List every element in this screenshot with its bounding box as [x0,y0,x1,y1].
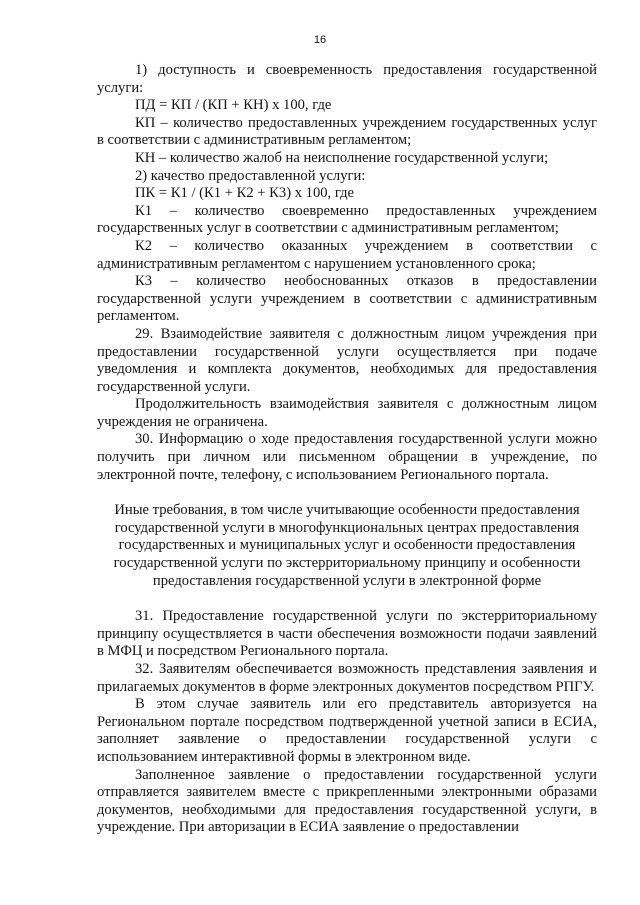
document-body [97,62,597,837]
paragraph-submission: Заполненное заявление о предоставлении государственной услуги отправляется заявителем вместе с прикрепленными электронными образами документов, необходимыми для предоставления государственной услуги, в учреждение. При авторизации в ЕСИА заявление о предоставлении [97,766,597,836]
paragraph-31: 31. Предоставление государственной услуги по экстерриториальному принципу осуществляется в части обеспечения возможности подачи заявлений в МФЦ и посредством Регионального портала. [97,608,597,660]
paragraph-k1: К1 – количество своевременно предоставленных учреждением государственных услуг в соответствии с административным регламентом; [97,202,597,237]
paragraph-30: 30. Информацию о ходе предоставления государственной услуги можно получить при личном или письменном обращении в учреждение, по электронной почте, телефону, с использованием Регионального портала. [97,431,597,483]
section-heading: Иные требования, в том числе учитывающие особенности предоставления государственной услуги в многофункциональных центрах предоставления государственных и муниципальных услуг и особенности предоставления государственной услуги по экстерриториальному принципу и особенности предоставления государственной услуги в электронной форме [113,502,581,589]
section-heading-block [97,502,597,590]
paragraph-quality: 2) качество предоставленной услуги: [135,167,366,184]
paragraph-k3: К3 – количество необоснованных отказов в предоставлении государственной услуги учреждением в соответствии с административным регламентом. [97,273,597,325]
paragraph-duration: Продолжительность взаимодействия заявителя с должностным лицом учреждения не ограничена. [97,396,597,430]
formula-pk: ПК = К1 / (К1 + К2 + К3) х 100, где [135,185,354,202]
paragraph-esia: В этом случае заявитель или его представитель авторизуется на Региональном портале посредством подтвержденной учетной записи в ЕСИА, заполняет заявление о предоставлении государственной услуги с использованием интерактивной формы в электронном виде. [97,696,597,765]
paragraph-29: 29. Взаимодействие заявителя с должностным лицом учреждения при предоставлении государственной услуги осуществляется при подаче уведомления и комплекта документов, необходимых для предоставления государственной услуги. [97,325,597,395]
page-number: 16 [313,34,327,46]
paragraph-k2: К2 – количество оказанных учреждением в соответствии с административным регламентом с нарушением установленного срока; [97,237,597,272]
paragraph-kp: КП – количество предоставленных учреждением государственных услуг в соответствии с административным регламентом; [97,114,597,149]
paragraph-availability: 1) доступность и своевременность предоставления государственной услуги: [97,62,597,96]
paragraph-kn: КН – количество жалоб на неисполнение государственной услуги; [135,149,549,166]
formula-pd: ПД = КП / (КП + КН) х 100, где [135,97,332,114]
paragraph-32: 32. Заявителям обеспечивается возможность представления заявления и прилагаемых документов в форме электронных документов посредством РПГУ. [97,661,597,695]
